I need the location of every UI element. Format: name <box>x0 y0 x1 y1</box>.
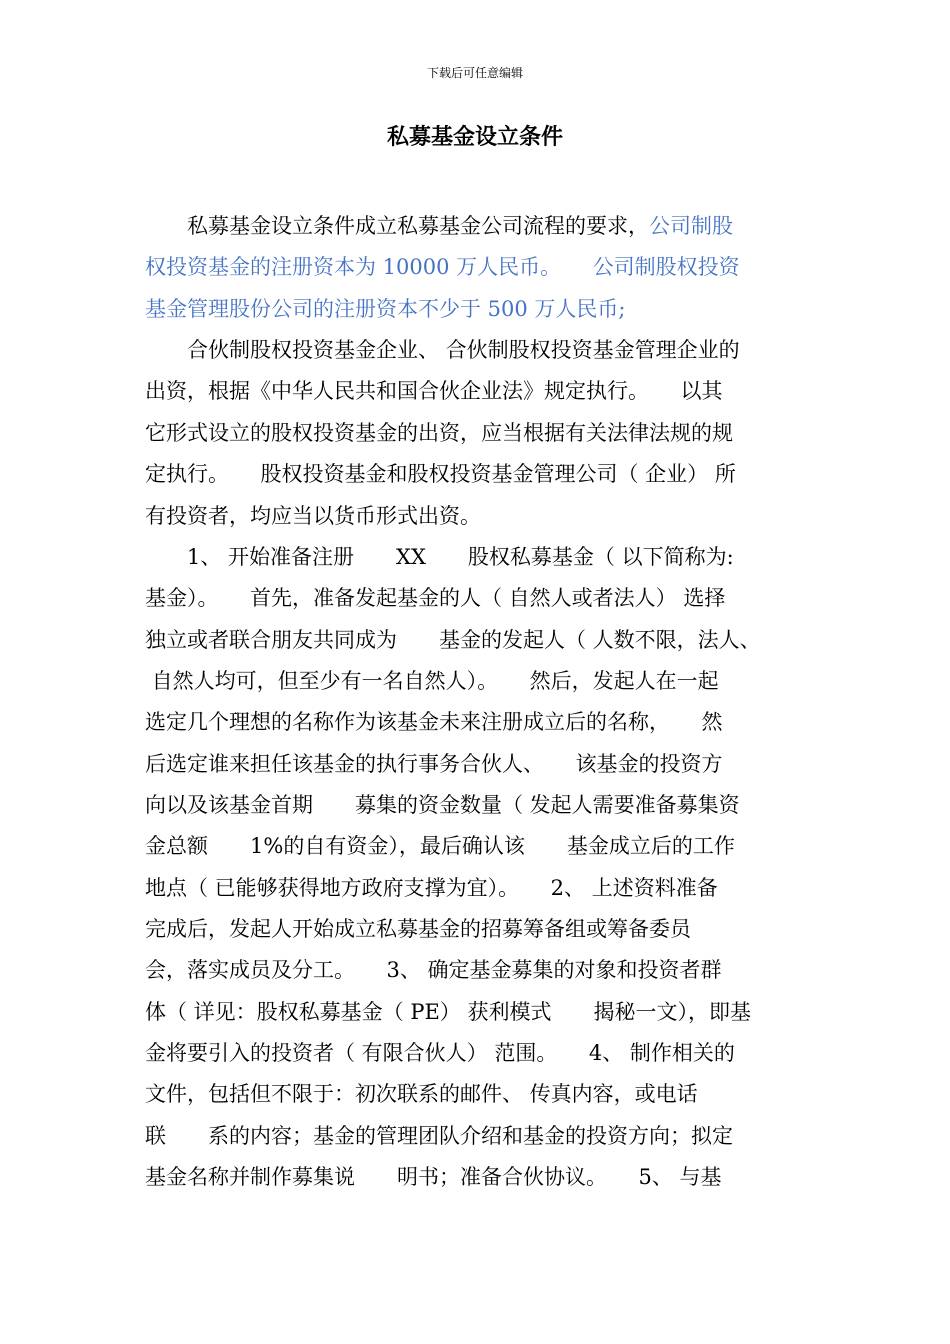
text-line: 基金）。 首先，准备发起基金的人（ 自然人或者法人） 选择 <box>145 586 726 610</box>
text-line: 文件，包括但不限于：初次联系的邮件、 传真内容，或电话 <box>145 1082 698 1106</box>
text-line: 私募基金设立条件成立私募基金公司流程的要求，公司制股 <box>145 214 733 238</box>
document-title: 私募基金设立条件 <box>386 124 563 150</box>
text-line: 联 系的内容；基金的管理团队介绍和基金的投资方向；拟定 <box>145 1124 733 1148</box>
text-line: 定执行。 股权投资基金和股权投资基金管理公司（ 企业） 所 <box>145 462 736 486</box>
text-line: 向以及该基金首期 募集的资金数量（ 发起人需要准备募集资 <box>145 793 740 817</box>
text-line: 金将要引入的投资者（ 有限合伙人） 范围。 4、 制作相关的 <box>145 1041 735 1065</box>
text-line: 有投资者，均应当以货币形式出资。 <box>145 504 481 528</box>
text-line: 基金名称并制作募集说 明书；准备合伙协议。 5、 与基 <box>145 1165 722 1189</box>
text-line: 地点（ 已能够获得地方政府支撑为宜）。 2、 上述资料准备 <box>145 876 718 900</box>
text-line: 基金管理股份公司的注册资本不少于 500 万人民币; <box>145 297 626 321</box>
text-line: 金总额 1%的自有资金），最后确认该 基金成立后的工作 <box>145 834 735 858</box>
text-line: 它形式设立的股权投资基金的出资，应当根据有关法律法规的规 <box>145 421 733 445</box>
text-line: 权投资基金的注册资本为 10000 万人民币。 公司制股权投资 <box>145 255 740 279</box>
text-line: 自然人均可，但至少有一名自然人）。 然后，发起人在一起 <box>145 669 719 693</box>
text-line: 合伙制股权投资基金企业、 合伙制股权投资基金管理企业的 <box>145 338 740 362</box>
text-line: 完成后，发起人开始成立私募基金的招募筹备组或筹备委员 <box>145 917 691 941</box>
text-line: 1、 开始准备注册 XX 股权私募基金（ 以下简称为: <box>145 545 734 569</box>
text-line: 出资，根据《中华人民共和国合伙企业法》规定执行。 以其 <box>145 379 723 403</box>
text-line: 体（ 详见：股权私募基金（ PE） 获利模式 揭秘一文），即基 <box>145 1000 751 1024</box>
text-line: 会，落实成员及分工。 3、 确定基金募集的对象和投资者群 <box>145 958 722 982</box>
page-header: 下载后可任意编辑 <box>426 66 523 80</box>
text-line: 独立或者联合朋友共同成为 基金的发起人（ 人数不限，法人、 <box>145 628 761 652</box>
text-line: 后选定谁来担任该基金的执行事务合伙人、 该基金的投资方 <box>145 752 723 776</box>
text-line: 选定几个理想的名称作为该基金未来注册成立后的名称， 然 <box>145 710 723 734</box>
